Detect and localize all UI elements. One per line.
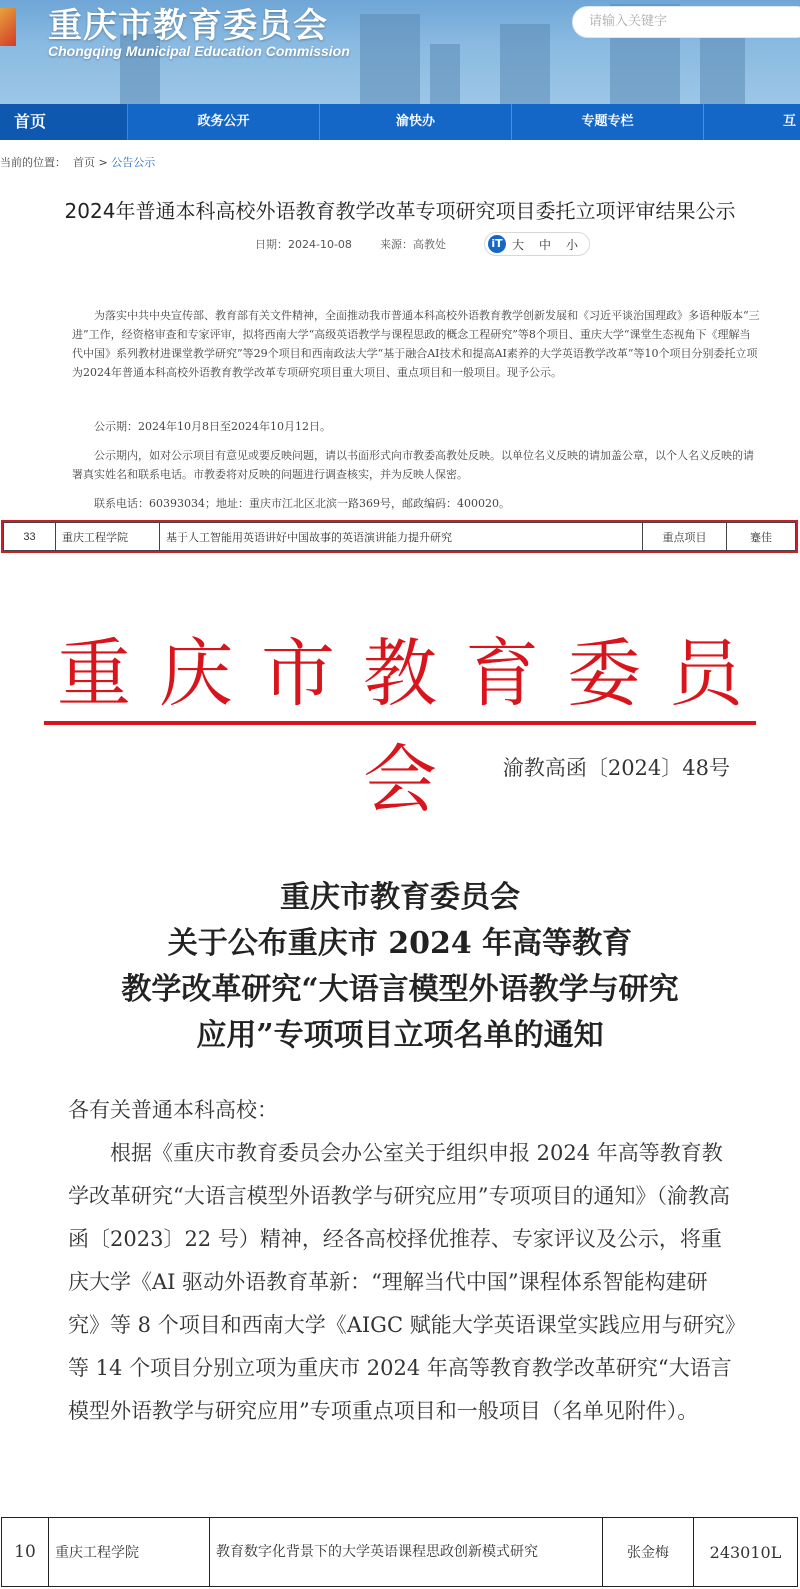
breadcrumb-home[interactable]: 首页 <box>73 156 95 169</box>
article-paragraph: 公示期：2024年10月8日至2024年10月12日。 <box>94 420 331 433</box>
nav-item-government-affairs[interactable]: 政务公开 <box>128 104 320 140</box>
document-title <box>0 875 800 1059</box>
font-size-large[interactable]: 大 <box>512 238 525 252</box>
row-school: 重庆工程学院 <box>56 523 160 551</box>
site-title[interactable]: 重庆市教育委员会 <box>48 6 328 46</box>
main-nav <box>0 104 800 140</box>
article-source: 来源：高教处 <box>380 238 446 251</box>
skyline-decoration <box>360 14 420 104</box>
breadcrumb-current[interactable]: 公告公示 <box>111 156 156 169</box>
letterhead-divider <box>44 721 756 725</box>
row-leader: 蹇佳 <box>727 523 796 551</box>
skyline-decoration <box>500 24 550 104</box>
breadcrumb-separator: > <box>98 156 108 169</box>
breadcrumb <box>0 154 155 170</box>
nav-item-yukuaiban[interactable]: 渝快办 <box>320 104 512 140</box>
document-title-line: 应用”专项项目立项名单的通知 <box>196 1018 604 1053</box>
search-input[interactable]: 请输入关键字 <box>572 6 800 38</box>
font-size-medium[interactable]: 中 <box>539 238 552 252</box>
nav-item-special-topics[interactable]: 专题专栏 <box>512 104 704 140</box>
doc-row-leader: 张金梅 <box>603 1518 694 1587</box>
doc-row-project: 教育数字化背景下的大学英语课程思政创新模式研究 <box>210 1518 603 1587</box>
article-paragraph: 为落实中共中央宣传部、教育部有关文件精神，全面推动我市普通本科高校外语教育教学创新发展和《习近平谈治国理政》多语种版本“三进”工作，经资格审查和专家评审，拟将西南大学“高级英语教学与课程思政的概念工程研究”等8个项目、重庆大学“课堂生态视角下《理解当代中国》系列教材进课堂教学研究”等29个项目和西南政法大学“基于融合AI技术和提高AI素养的大学英语教学改革”等10个项目分别委托立项为2024年普通本科高校外语教育教学改革专项研究项目重大项目、重点项目和一般项目。现予公示。 <box>72 309 760 379</box>
article-paragraph: 公示期内，如对公示项目有意见或要反映问题，请以书面形式向市教委高教处反映。以单位名义反映的请加盖公章，以个人名义反映的请署真实姓名和联系电话。市教委将对反映的问题进行调查核实，并为反映人保密。 <box>72 449 754 481</box>
row-project: 基于人工智能用英语讲好中国故事的英语演讲能力提升研究 <box>160 523 643 551</box>
font-size-control <box>484 232 590 256</box>
skyline-decoration <box>700 38 745 104</box>
nav-item-interaction[interactable]: 互 <box>782 114 796 129</box>
article-date: 日期：2024-10-08 <box>255 238 352 251</box>
highlight-frame <box>1 520 798 553</box>
skyline-decoration <box>430 44 460 104</box>
font-size-icon: iT <box>488 235 506 253</box>
document-title-line: 教学改革研究“大语言模型外语教学与研究 <box>121 972 679 1007</box>
row-number: 33 <box>4 523 56 551</box>
font-size-small[interactable]: 小 <box>566 238 579 252</box>
site-subtitle: Chongqing Municipal Education Commission <box>48 43 350 59</box>
doc-row-number: 10 <box>2 1518 49 1587</box>
site-banner <box>0 0 800 104</box>
document-number: 渝教高函〔2024〕48号 <box>502 756 730 780</box>
doc-row-code: 243010L <box>694 1518 798 1587</box>
document-body: 根据《重庆市教育委员会办公室关于组织申报 2024 年高等教育教学改革研究“大语言模型外语教学与研究应用”专项项目的通知》（渝教高函〔2023〕22 号）精神，经各高校择优推荐、专家评议及公示，将重庆大学《AI 驱动外语教育革新：“理解当代中国”课程体系智能构建研究》等 8 个项目和西南大学《AIGC 赋能大学英语课堂实践应用与研究》等 14 个项目分别立项为重庆市 2024 年高等教育教学改革研究“大语言模型外语教学与研究应用”专项重点项目和一般项目（名单见附件）。 <box>68 1141 736 1423</box>
nav-item-home[interactable]: 首页 <box>0 104 128 140</box>
breadcrumb-label: 当前的位置： <box>0 156 66 169</box>
document-table-row <box>1 1517 798 1587</box>
document-title-line: 关于公布重庆市 2024 年高等教育 <box>167 926 633 961</box>
document-salutation: 各有关普通本科高校： <box>68 1098 278 1122</box>
document-letterhead: 重庆市教育委员会 <box>57 631 771 823</box>
article-title: 2024年普通本科高校外语教育教学改革专项研究项目委托立项评审结果公示 <box>64 199 736 223</box>
article-contact: 联系电话：60393034；地址：重庆市江北区北滨一路369号，邮政编码：400020。 <box>94 497 510 510</box>
document-title-line: 重庆市教育委员会 <box>280 880 520 915</box>
site-logo-icon[interactable] <box>0 8 16 46</box>
doc-row-school: 重庆工程学院 <box>49 1518 210 1587</box>
row-category: 重点项目 <box>643 523 727 551</box>
